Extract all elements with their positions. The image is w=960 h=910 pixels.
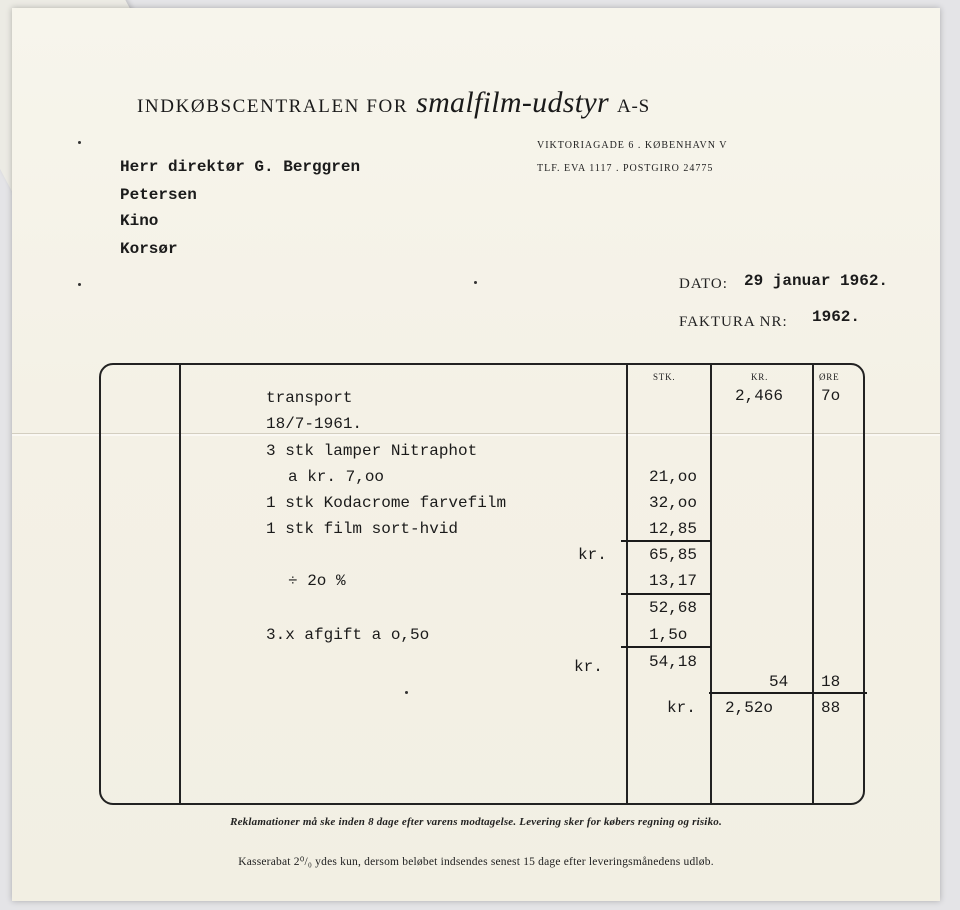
recipient-line2: Petersen bbox=[120, 186, 197, 204]
company-suffix: A-S bbox=[616, 96, 650, 117]
underline bbox=[621, 593, 711, 595]
underline-total bbox=[709, 692, 867, 694]
punch-dot bbox=[78, 141, 81, 144]
row-item3: 1 stk film sort-hvid bbox=[266, 520, 459, 538]
total-amount: 54,18 bbox=[649, 653, 698, 671]
company-address: VIKTORIAGADE 6 . KØBENHAVN V bbox=[537, 140, 728, 151]
invoice-paper bbox=[12, 8, 940, 901]
discount-amount: 13,17 bbox=[649, 572, 698, 590]
fee-amount: 1,5o bbox=[649, 626, 688, 644]
row-fee: 3.x afgift a o,5o bbox=[266, 626, 430, 644]
carried-ore: 18 bbox=[821, 673, 841, 691]
item3-amount: 12,85 bbox=[649, 520, 698, 538]
recipient-line3: Kino bbox=[120, 212, 159, 230]
table-divider-margin bbox=[179, 365, 181, 803]
invoice-table bbox=[99, 363, 865, 805]
column-header-ore: ØRE bbox=[819, 372, 840, 382]
company-contact: TLF. EVA 1117 . POSTGIRO 24775 bbox=[537, 163, 714, 174]
punch-dot bbox=[78, 283, 81, 286]
row-date: 18/7-1961. bbox=[266, 415, 363, 433]
row-item1-unit: a kr. 7,oo bbox=[288, 468, 385, 486]
invoice-number-value: 1962. bbox=[812, 308, 861, 326]
invoice-number-label: FAKTURA NR: bbox=[679, 314, 788, 330]
subtotal-amount: 65,85 bbox=[649, 546, 698, 564]
row-item1: 3 stk lamper Nitraphot bbox=[266, 442, 478, 460]
item2-amount: 32,oo bbox=[649, 494, 698, 512]
row-discount: ÷ 2o % bbox=[288, 572, 346, 590]
date-value: 29 januar 1962. bbox=[744, 272, 889, 290]
table-divider-ore bbox=[812, 365, 814, 803]
company-prefix: INDKØBSCENTRALEN FOR bbox=[137, 96, 409, 117]
punch-dot bbox=[474, 281, 477, 284]
total-label: kr. bbox=[574, 658, 603, 676]
footer-terms: Reklamationer må ske inden 8 dage efter varens modtagelse. Levering sker for købers regning og risiko. bbox=[230, 816, 722, 828]
letterhead-company bbox=[137, 86, 650, 120]
date-label: DATO: bbox=[679, 276, 728, 292]
after-discount-amount: 52,68 bbox=[649, 599, 698, 617]
column-header-stk: STK. bbox=[653, 372, 676, 382]
subtotal-label: kr. bbox=[578, 546, 607, 564]
recipient-city: Korsør bbox=[120, 240, 178, 258]
row-transport: transport bbox=[266, 389, 353, 407]
row-item2: 1 stk Kodacrome farvefilm bbox=[266, 494, 507, 512]
underline bbox=[621, 540, 711, 542]
grand-total-ore: 88 bbox=[821, 699, 841, 717]
grand-total-kr: 2,52o bbox=[725, 699, 774, 717]
transport-ore: 7o bbox=[821, 387, 841, 405]
recipient-name: Herr direktør G. Berggren bbox=[120, 158, 361, 176]
table-divider-kr bbox=[710, 365, 712, 803]
table-divider-stk bbox=[626, 365, 628, 803]
company-script: smalfilm-udstyr bbox=[416, 86, 609, 119]
item1-amount: 21,oo bbox=[649, 468, 698, 486]
grand-total-label: kr. bbox=[667, 699, 696, 717]
footer-discount-note: Kasserabat 2⁰/₀ ydes kun, dersom beløbet indsendes senest 15 dage efter leveringsmånedens udløb. bbox=[238, 856, 714, 868]
column-header-kr: KR. bbox=[751, 372, 769, 382]
carried-kr: 54 bbox=[769, 673, 789, 691]
underline bbox=[621, 646, 711, 648]
transport-kr: 2,466 bbox=[735, 387, 784, 405]
